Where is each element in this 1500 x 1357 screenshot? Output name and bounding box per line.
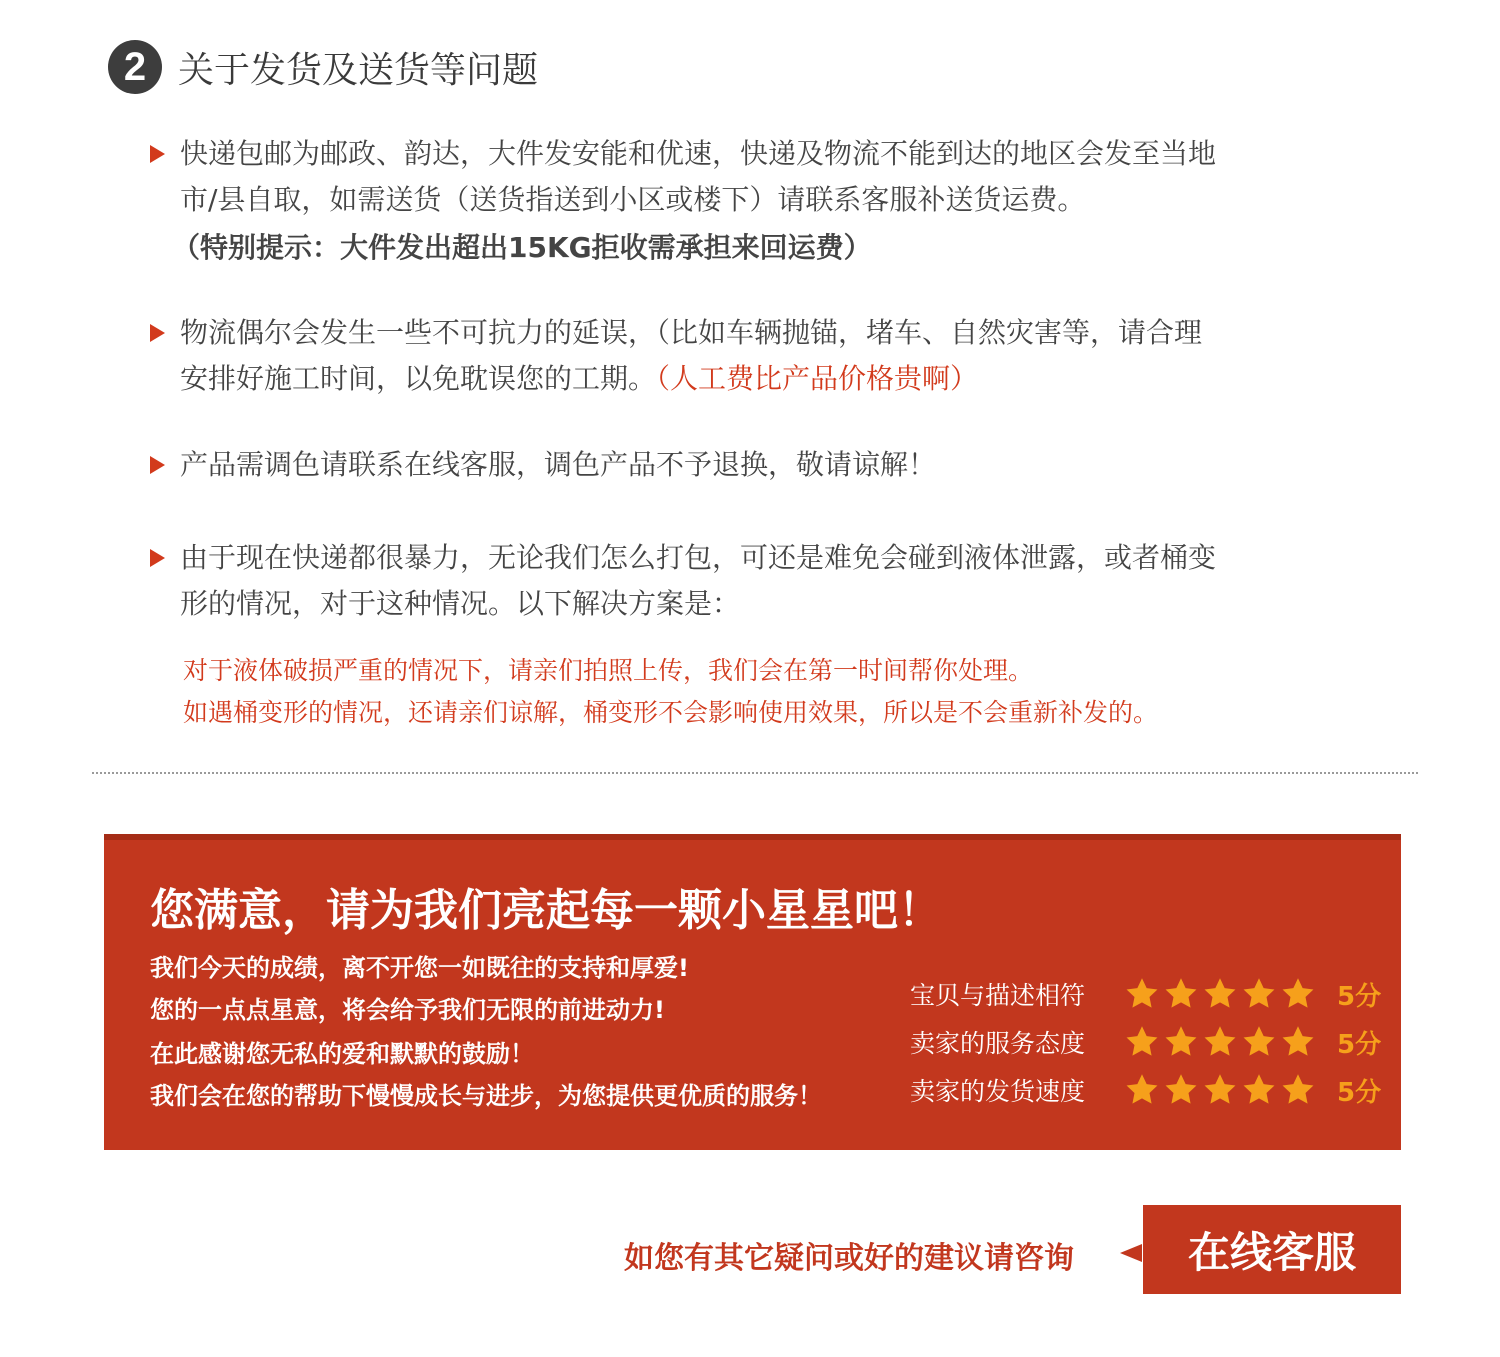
rating-banner	[104, 834, 1401, 1150]
star-icon	[1124, 1024, 1160, 1060]
labor-cost-note: （人工费比产品价格贵啊）	[656, 362, 979, 395]
online-service-button[interactable]: 在线客服	[1143, 1205, 1401, 1294]
bullet-arrow-icon	[150, 324, 165, 342]
consult-prompt: 如您有其它疑问或好的建议请咨询	[624, 1241, 1074, 1276]
list-item	[150, 540, 1390, 630]
bullet-arrow-icon	[150, 145, 165, 163]
item-text: 产品需调色请联系在线客服，调色产品不予退换，敬请谅解！	[180, 448, 937, 481]
star-rating	[1124, 1072, 1319, 1108]
banner-line: 我们今天的成绩，离不开您一如既往的支持和厚爱!	[150, 954, 689, 982]
star-icon	[1202, 1072, 1238, 1108]
rating-row	[910, 1070, 1381, 1110]
star-rating	[1124, 976, 1319, 1012]
rating-score: 5分	[1337, 1029, 1382, 1060]
special-notice: （特别提示：大件发出超出15KG拒收需承担来回运费）	[172, 231, 872, 264]
star-icon	[1280, 976, 1316, 1012]
star-icon	[1124, 976, 1160, 1012]
banner-title: 您满意，请为我们亮起每一颗小星星吧！	[150, 885, 942, 936]
star-icon	[1124, 1072, 1160, 1108]
rating-score: 5分	[1337, 1077, 1382, 1108]
list-item	[150, 136, 1390, 276]
solution-note: 对于液体破损严重的情况下，请亲们拍照上传，我们会在第一时间帮你处理。	[183, 656, 1034, 685]
bullet-arrow-icon	[150, 456, 165, 474]
item-text: 物流偶尔会发生一些不可抗力的延误，（比如车辆抛锚，堵车、自然灾害等，请合理	[180, 316, 1203, 349]
rating-row	[910, 974, 1381, 1014]
star-icon	[1241, 1072, 1277, 1108]
rating-score: 5分	[1337, 981, 1382, 1012]
star-icon	[1241, 1024, 1277, 1060]
item-text: 市/县自取，如需送货（送货指送到小区或楼下）请联系客服补送货运费。	[180, 183, 1086, 216]
bullet-arrow-icon	[150, 549, 165, 567]
item-text: 形的情况，对于这种情况。以下解决方案是：	[180, 587, 741, 620]
item-text-part: 安排好施工时间，以免耽误您的工期。	[180, 362, 657, 395]
rating-label: 卖家的发货速度	[910, 1077, 1086, 1106]
solution-note: 如遇桶变形的情况，还请亲们谅解，桶变形不会影响使用效果，所以是不会重新补发的。	[183, 698, 1159, 727]
banner-line: 在此感谢您无私的爱和默默的鼓励！	[150, 1040, 534, 1068]
rating-row	[910, 1022, 1381, 1062]
pointer-arrow-icon	[1120, 1244, 1142, 1262]
section-title: 关于发货及送货等问题	[178, 49, 539, 91]
star-icon	[1280, 1024, 1316, 1060]
banner-line: 我们会在您的帮助下慢慢成长与进步，为您提供更优质的服务！	[150, 1082, 822, 1110]
star-rating	[1124, 1024, 1319, 1060]
rating-label: 卖家的服务态度	[910, 1029, 1086, 1058]
section-number-badge: 2	[108, 40, 162, 94]
star-icon	[1163, 1072, 1199, 1108]
star-icon	[1280, 1072, 1316, 1108]
star-icon	[1163, 1024, 1199, 1060]
list-item	[150, 447, 1390, 487]
item-text	[180, 361, 978, 397]
dotted-divider	[92, 772, 1418, 774]
star-icon	[1202, 1024, 1238, 1060]
star-icon	[1163, 976, 1199, 1012]
rating-label: 宝贝与描述相符	[910, 981, 1086, 1010]
item-text: 快递包邮为邮政、韵达，大件发安能和优速，快递及物流不能到达的地区会发至当地	[180, 137, 1217, 170]
item-text: 由于现在快递都很暴力，无论我们怎么打包，可还是难免会碰到液体泄露，或者桶变	[180, 541, 1217, 574]
star-icon	[1202, 976, 1238, 1012]
list-item	[150, 315, 1390, 405]
star-icon	[1241, 976, 1277, 1012]
banner-line: 您的一点点星意，将会给予我们无限的前进动力!	[150, 996, 665, 1024]
section-header	[108, 40, 538, 94]
